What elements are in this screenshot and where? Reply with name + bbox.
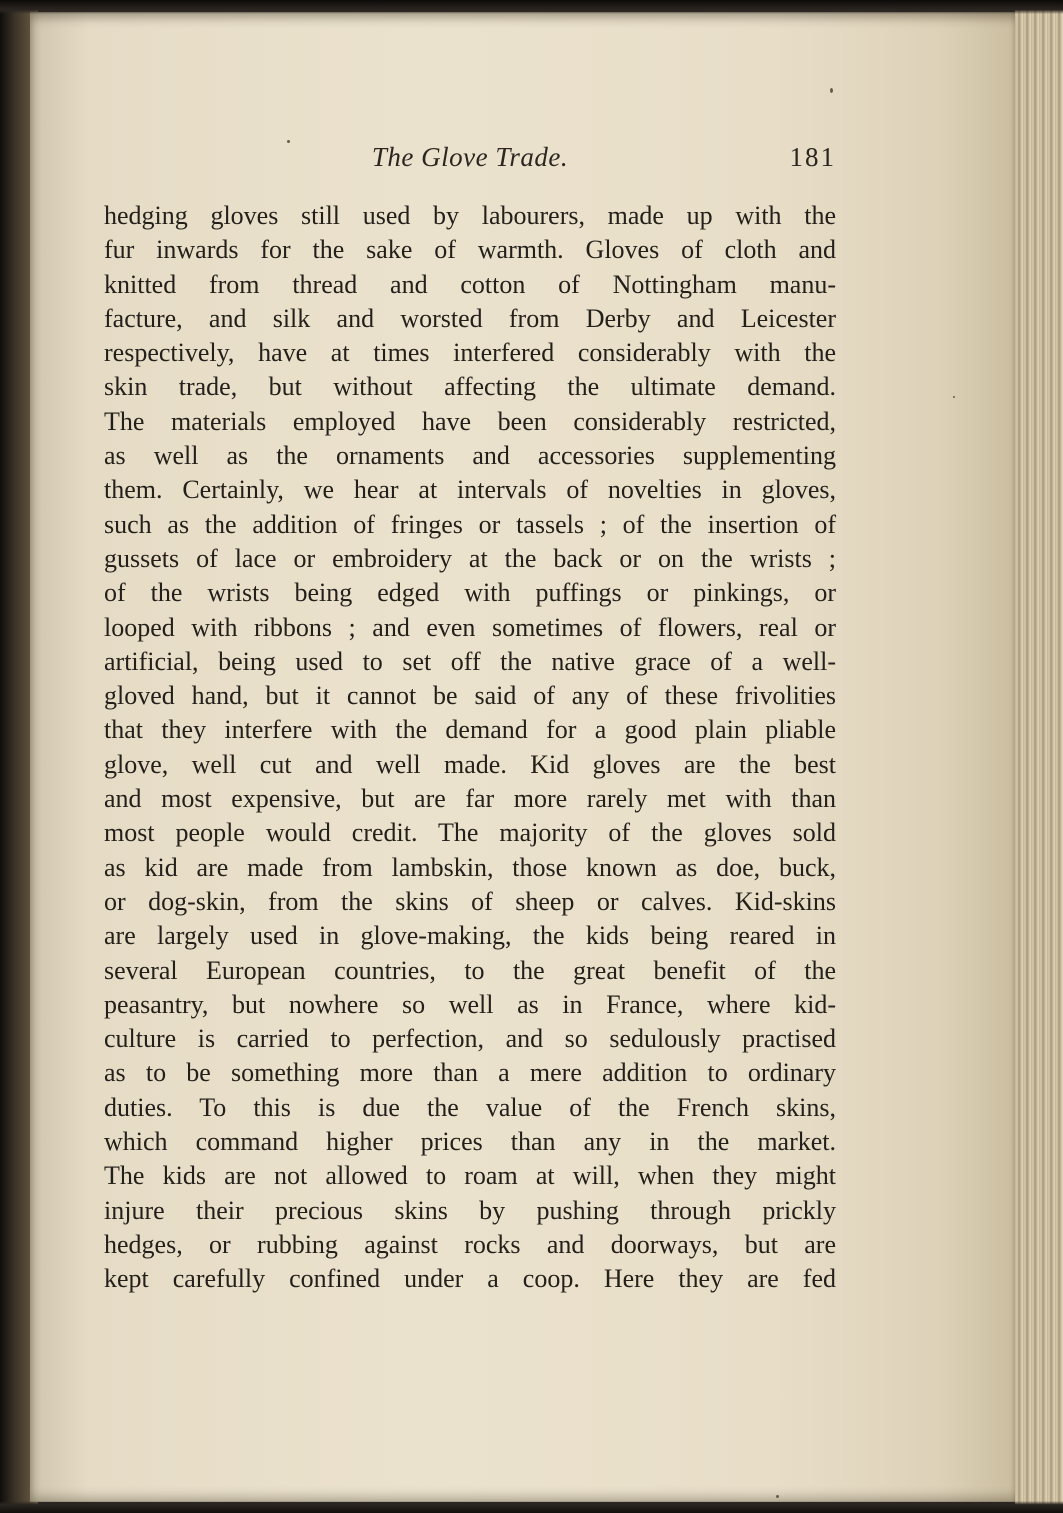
text-line: looped with ribbons ; and even sometimes of flowers, real or [104,612,836,642]
text-line: knitted from thread and cotton of Nottingham manu- [104,269,836,299]
text-line: are largely used in glove-making, the kids being reared in [104,921,836,951]
page-header [104,142,836,182]
text-line: most people would credit. The majority of the gloves sold [104,818,836,848]
page-stack-edge [1015,0,1063,1513]
text-line: respectively, have at times interfered considerably with the [104,338,836,368]
text-line: The materials employed have been considerably restricted, [104,406,836,436]
text-line: artificial, being used to set off the native grace of a well- [104,646,836,676]
text-line: injure their precious skins by pushing through prickly [104,1195,836,1225]
text-line: as to be something more than a mere addition to ordinary [104,1058,836,1088]
text-line: as well as the ornaments and accessories supplementing [104,441,836,471]
text-line: peasantry, but nowhere so well as in France, where kid- [104,989,836,1019]
text-line: which command higher prices than any in the market. [104,1127,836,1157]
text-line: glove, well cut and well made. Kid gloves are the best [104,749,836,779]
paper-speck [830,88,833,93]
text-line: The kids are not allowed to roam at will, when they might [104,1161,836,1191]
text-line: and most expensive, but are far more rarely met with than [104,784,836,814]
text-line: of the wrists being edged with puffings or pinkings, or [104,578,836,608]
text-line: duties. To this is due the value of the French skins, [104,1092,836,1122]
text-line: gloved hand, but it cannot be said of any of these frivolities [104,681,836,711]
body-text [104,199,836,1297]
text-line: such as the addition of fringes or tassels ; of the insertion of [104,509,836,539]
text-line: skin trade, but without affecting the ultimate demand. [104,372,836,402]
text-line: or dog-skin, from the skins of sheep or calves. Kid-skins [104,886,836,916]
text-line: gussets of lace or embroidery at the back or on the wrists ; [104,543,836,573]
top-border [0,0,1063,14]
text-line: them. Certainly, we hear at intervals of novelties in gloves, [104,475,836,505]
bottom-border [0,1501,1063,1513]
text-line: culture is carried to perfection, and so sedulously practised [104,1024,836,1054]
text-line: kept carefully confined under a coop. Here they are fed [104,1264,836,1294]
text-line: fur inwards for the sake of warmth. Gloves of cloth and [104,235,836,265]
page-number: 181 [789,142,836,172]
running-head: The Glove Trade. [371,142,569,172]
paper-speck [953,396,955,398]
paper-speck [776,1495,779,1498]
text-line: hedges, or rubbing against rocks and doorways, but are [104,1229,836,1259]
text-line: as kid are made from lambskin, those known as doe, buck, [104,852,836,882]
text-line: that they interfere with the demand for a good plain pliable [104,715,836,745]
text-line: hedging gloves still used by labourers, made up with the [104,201,836,230]
text-line: facture, and silk and worsted from Derby and Leicester [104,303,836,333]
text-line: several European countries, to the great benefit of the [104,955,836,985]
